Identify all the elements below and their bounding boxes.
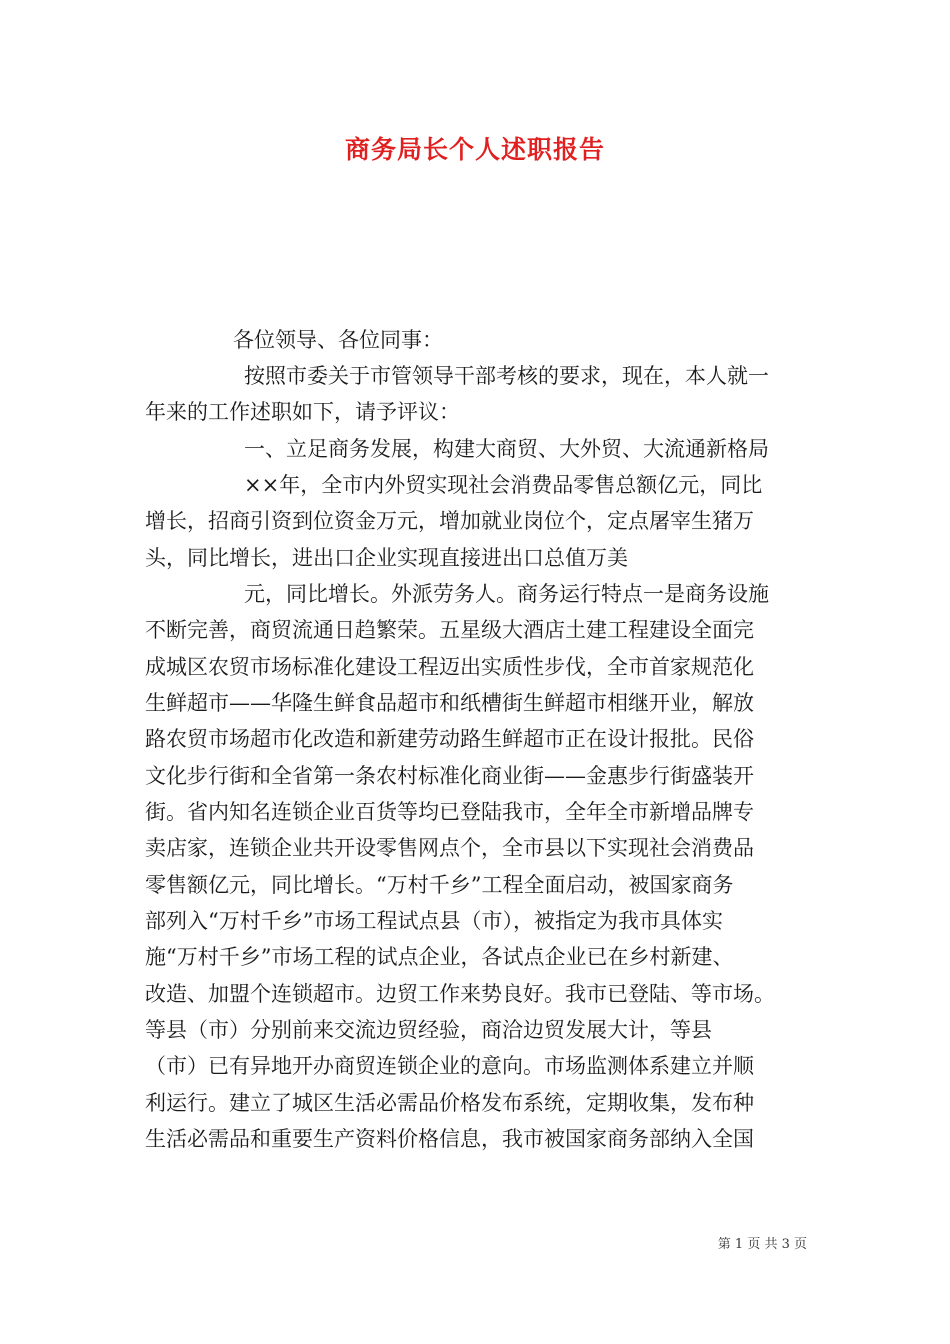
salutation-line: 各位领导、各位同事： <box>233 328 443 352</box>
section-heading-line: 一、立足商务发展，构建大商贸、大外贸、大流通新格局 <box>244 437 769 461</box>
paragraph-line: 头，同比增长，进出口企业实现直接进出口总值万美 <box>145 546 628 570</box>
paragraph-line: 增长，招商引资到位资金万元，增加就业岗位个，定点屠宰生猪万 <box>145 509 754 533</box>
paragraph-line: 按照市委关于市管领导干部考核的要求，现在，本人就一 <box>244 364 769 388</box>
paragraph-line: 年来的工作述职如下，请予评议： <box>145 400 460 424</box>
paragraph-line: 改造、加盟个连锁超市。边贸工作来势良好。我市已登陆、等市场。 <box>145 982 775 1006</box>
paragraph-line: 利运行。建立了城区生活必需品价格发布系统，定期收集，发布种 <box>145 1091 754 1115</box>
paragraph-line: 文化步行街和全省第一条农村标准化商业街——金惠步行街盛装开 <box>145 764 754 788</box>
paragraph-line: 生鲜超市——华隆生鲜食品超市和纸槽街生鲜超市相继开业，解放 <box>145 691 754 715</box>
paragraph-line: 元，同比增长。外派劳务人。商务运行特点一是商务设施 <box>244 582 769 606</box>
page-title: 商务局长个人述职报告 <box>344 135 605 164</box>
paragraph-line: 卖店家，连锁企业共开设零售网点个，全市县以下实现社会消费品 <box>145 836 754 860</box>
paragraph-line: 等县（市）分别前来交流边贸经验，商洽边贸发展大计，等县 <box>145 1018 712 1042</box>
page-number: 第 1 页 共 3 页 <box>717 1237 807 1252</box>
paragraph-line: 部列入“万村千乡”市场工程试点县（市），被指定为我市具体实 <box>145 909 723 933</box>
paragraph-line: 成城区农贸市场标准化建设工程迈出实质性步伐，全市首家规范化 <box>145 655 754 679</box>
paragraph-line: （市）已有异地开办商贸连锁企业的意向。市场监测体系建立并顺 <box>145 1054 754 1078</box>
paragraph-line: 街。省内知名连锁企业百货等均已登陆我市，全年全市新增品牌专 <box>145 800 754 824</box>
paragraph-line: 路农贸市场超市化改造和新建劳动路生鲜超市正在设计报批。民俗 <box>145 727 754 751</box>
paragraph-line: ××年，全市内外贸实现社会消费品零售总额亿元，同比 <box>244 473 763 497</box>
paragraph-line: 施“万村千乡”市场工程的试点企业，各试点企业已在乡村新建、 <box>145 945 734 969</box>
paragraph-line: 不断完善，商贸流通日趋繁荣。五星级大酒店土建工程建设全面完 <box>145 618 754 642</box>
paragraph-line: 零售额亿元，同比增长。“万村千乡”工程全面启动，被国家商务 <box>145 873 734 897</box>
paragraph-line: 生活必需品和重要生产资料价格信息，我市被国家商务部纳入全国 <box>145 1127 754 1151</box>
